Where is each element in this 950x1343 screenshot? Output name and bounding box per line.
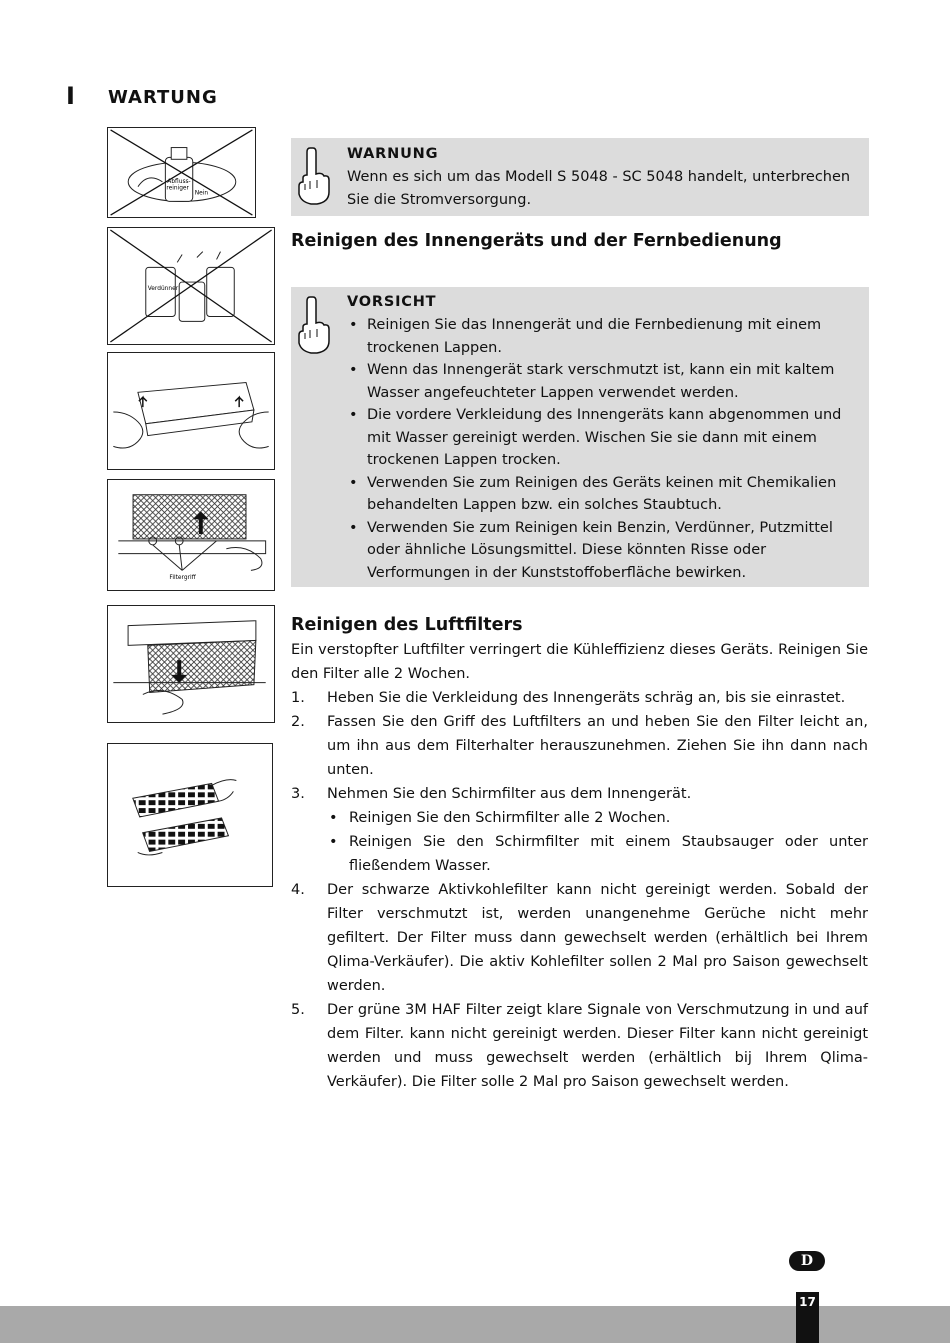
step-item: [291, 710, 868, 782]
caution-item: • Wenn das Innengerät stark verschmutzt ist, kann ein mit kaltem Wasser angefeuchteter Lappen verwendet werden.: [347, 359, 863, 404]
figure-pull-filter: [107, 605, 275, 723]
step-number: 1.: [291, 690, 305, 706]
figure-screen-filters: [107, 743, 273, 887]
step-number: 2.: [291, 714, 305, 730]
figure-no-drain-cleaner: [107, 127, 256, 218]
fig-label-abfluss: Abfluss-: [167, 178, 191, 185]
page-title: WARTUNG: [108, 87, 218, 108]
air-filter-intro: Ein verstopfter Luftfilter verringert die Kühleffizienz dieses Geräts. Reinigen Sie den Filter alle 2 Wochen.: [291, 642, 868, 682]
figure-no-thinner: [107, 227, 275, 345]
filter-grip-illustration: [108, 480, 274, 590]
warning-heading: WARNUNG: [347, 146, 439, 162]
thinner-illustration: [108, 228, 274, 344]
step-item: [291, 998, 868, 1094]
air-filter-steps: [291, 686, 868, 1094]
step-text: Der schwarze Aktivkohlefilter kann nicht gereinigt werden. Sobald der Filter verschmutzt ist, werden unangenehme Gerüche nicht mehr gefiltert. Der Filter muss dann gewechselt werden (erhältlich bei Ihrem Qlima-Verkäufer). Die aktiv Kohlefilter sollen 2 Mal pro Saison gewechselt werden.: [327, 882, 868, 994]
panel-lift-illustration: [108, 353, 274, 469]
step-sublist: [327, 806, 868, 878]
pointing-hand-icon: [297, 146, 331, 206]
step-subitem: • Reinigen Sie den Schirmfilter alle 2 Wochen.: [327, 806, 868, 830]
caution-list: [347, 314, 863, 584]
step-number: 4.: [291, 882, 305, 898]
step-subitem: • Reinigen Sie den Schirmfilter mit einem Staubsauger oder unter fließendem Wasser.: [327, 830, 868, 878]
section-title-air-filter: Reinigen des Luftfilters: [291, 615, 523, 635]
step-text: Fassen Sie den Griff des Luftfilters an und heben Sie den Filter leicht an, um ihn aus dem Filterhalter herauszunehmen. Ziehen Sie ihn dann nach unten.: [327, 714, 868, 778]
step-number: 5.: [291, 1002, 305, 1018]
figure-lift-panel: [107, 352, 275, 470]
warning-text: Wenn es sich um das Modell S 5048 - SC 5048 handelt, unterbrechen Sie die Stromversorgung.: [347, 169, 851, 208]
caution-item: • Die vordere Verkleidung des Innengeräts kann abgenommen und mit Wasser gereinigt werden. Wischen Sie sie dann mit einem trockenen Lappen trocken.: [347, 404, 863, 472]
caution-box: [291, 287, 869, 587]
screen-filters-illustration: [108, 744, 272, 886]
fig-label-reiniger: reiniger: [166, 185, 189, 192]
pointing-hand-icon: [297, 295, 331, 355]
drain-cleaner-illustration: [108, 128, 255, 217]
section-marker: I: [66, 82, 75, 110]
caution-item: • Verwenden Sie zum Reinigen des Geräts keinen mit Chemikalien behandelten Lappen bzw. ein solches Staubtuch.: [347, 472, 863, 517]
fig-label-verduenner: Verdünner: [147, 285, 179, 292]
page-number: 17: [796, 1292, 819, 1343]
figure-filter-grip: [107, 479, 275, 591]
step-text: Heben Sie die Verkleidung des Innengeräts schräg an, bis sie einrastet.: [327, 690, 846, 706]
caution-item: • Verwenden Sie zum Reinigen kein Benzin, Verdünner, Putzmittel oder ähnliche Lösungsmittel. Diese könnten Risse oder Verformungen in der Kunststoffoberfläche bewirken.: [347, 517, 863, 585]
caution-item: • Reinigen Sie das Innengerät und die Fernbedienung mit einem trockenen Lappen.: [347, 314, 863, 359]
step-number: 3.: [291, 786, 305, 802]
step-text: Der grüne 3M HAF Filter zeigt klare Signale von Verschmutzung in und auf dem Filter. kann nicht gereinigt werden. Dieser Filter kann nicht gereinigt werden und muss gewechselt werden (erhältlich bij Ihrem Qlima-Verkäufer). Die Filter solle 2 Mal pro Saison gewechselt werden.: [327, 1002, 868, 1090]
step-text: Nehmen Sie den Schirmfilter aus dem Innengerät.: [327, 786, 692, 802]
fig-label-filtergriff: Filtergriff: [169, 575, 196, 582]
step-item: [291, 686, 868, 710]
caution-heading: VORSICHT: [347, 294, 437, 310]
step-item: [291, 782, 868, 878]
pull-filter-illustration: [108, 606, 274, 722]
fig-label-nein: Nein: [194, 190, 209, 197]
section-title-indoor-unit: Reinigen des Innengeräts und der Fernbedienung: [291, 231, 782, 251]
language-badge: D: [789, 1251, 825, 1271]
step-item: [291, 878, 868, 998]
warning-box: [291, 138, 869, 216]
